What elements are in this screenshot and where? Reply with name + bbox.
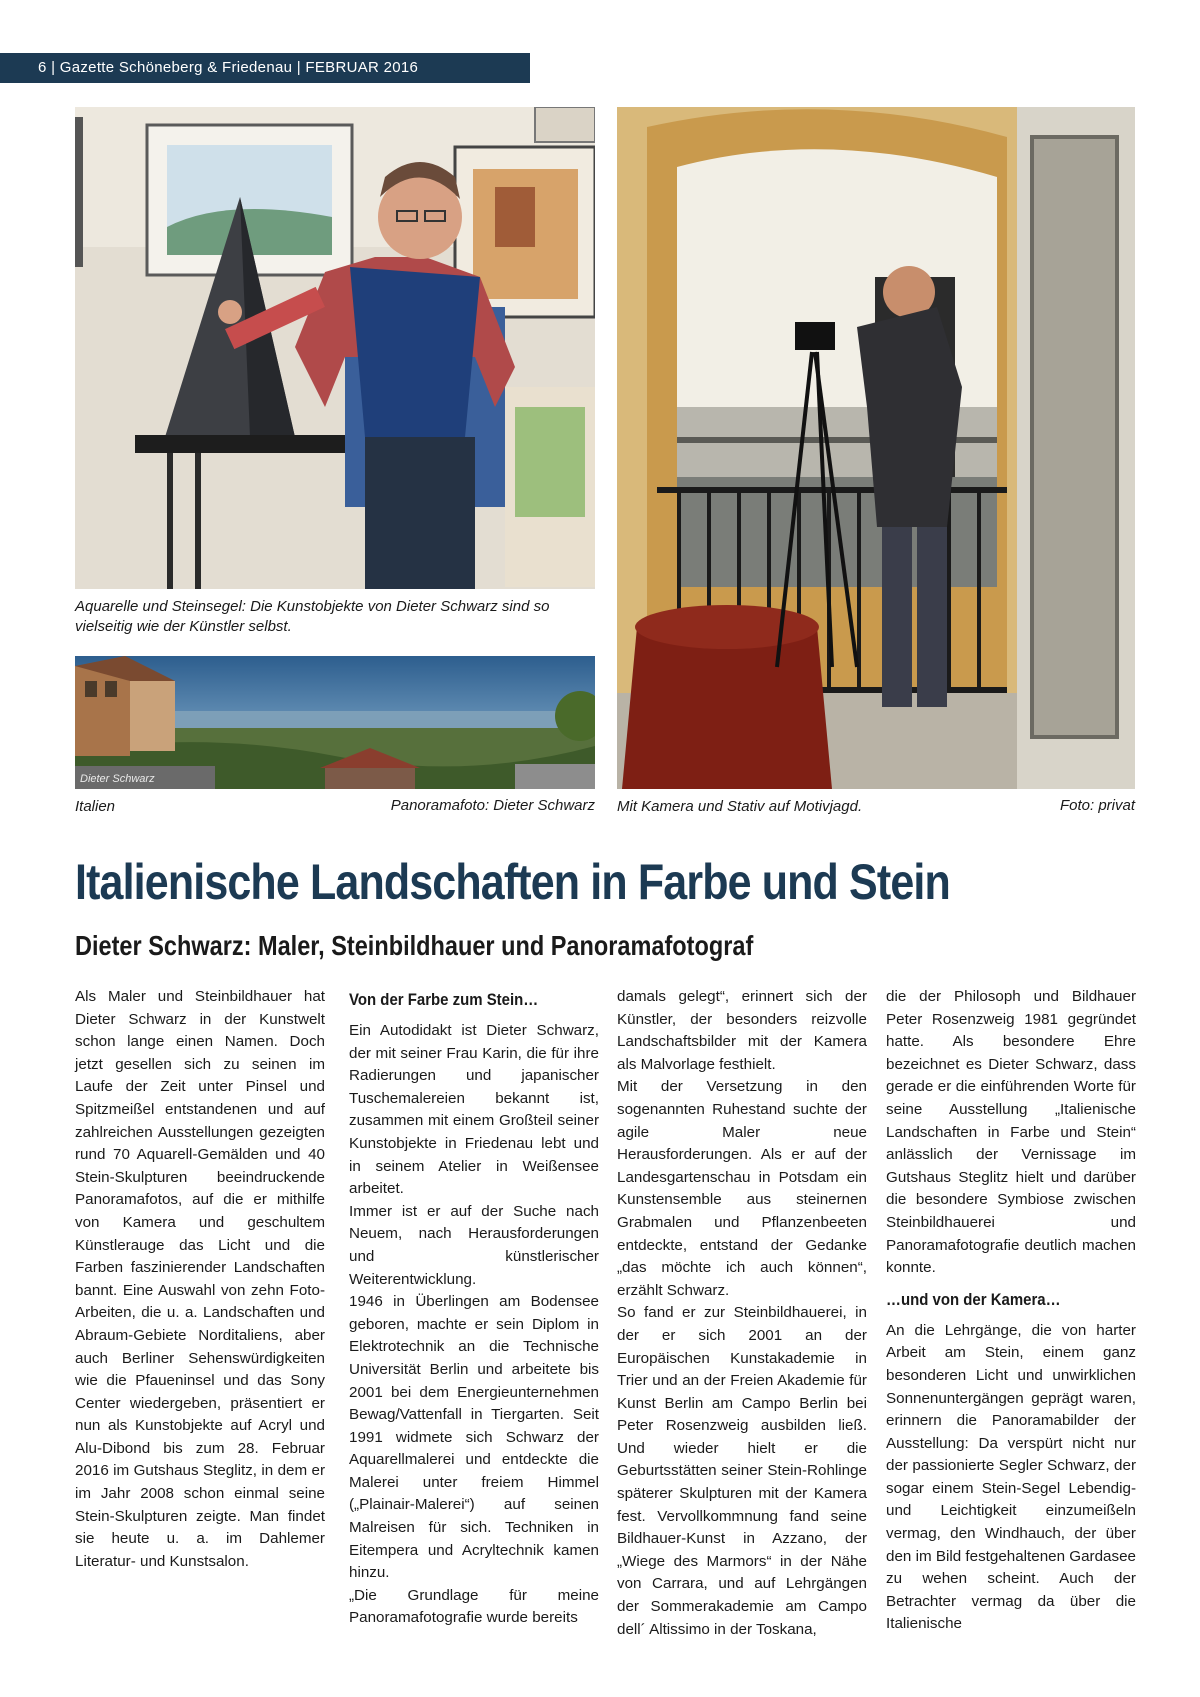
col2-paragraph-4: „Die Grundlage für meine Panoramafotografie wurde bereits <box>349 1586 599 1627</box>
col2-paragraph-1: Ein Autodidakt ist Dieter Schwarz, der mit seiner Frau Karin, die für ihre Radierungen und japanischer Tuschemalereien bekannt ist, zusammen mit einem Großteil seiner Kunstobjekte in Friedenau lebt und in seinem Atelier in Weißensee arbeitet. <box>349 1022 599 1198</box>
col2-paragraph-2: Immer ist er auf der Suche nach Neuem, nach Herausforderungen und künstlerischer Weiterentwicklung. <box>349 1202 599 1288</box>
text-column-1 <box>75 986 325 1573</box>
col3-paragraph-3: So fand er zur Steinbildhauerei, in der er sich 2001 an der Europäischen Kunstakademie in Trier und an der Freien Akademie für Kunst Berlin am Campo Berlin bei Peter Rosenzweig ausbilden ließ. Und wieder hielt er die Geburtsstätten seiner Stein-Rohlinge späterer Skulpturen mit der Kamera fest. Vervollkommnung fand seine Bildhauer-Kunst in Azzano, der „Wiege des Marmors“ in der Nähe von Carrara, und auf Lehrgängen der Sommerakademie am Campo dell´ Altissimo in der Toskana, <box>617 1304 867 1638</box>
panorama-credit: Panoramafoto: Dieter Schwarz <box>390 797 595 814</box>
article-headline: Italienische Landschaften in Farbe und Stein <box>75 854 950 910</box>
panorama-caption: Italien <box>75 798 116 815</box>
balcony-photo <box>617 107 1135 789</box>
balcony-caption: Mit Kamera und Stativ auf Motivjagd. <box>617 798 863 815</box>
text-column-3 <box>617 986 867 1641</box>
balcony-credit: Foto: privat <box>1059 797 1135 814</box>
artist-photo-caption: Aquarelle und Steinsegel: Die Kunstobjekte von Dieter Schwarz sind so vielseitig wie der Künstler selbst. <box>75 598 550 635</box>
panorama-watermark: Dieter Schwarz <box>80 773 155 785</box>
col2-paragraph-3: 1946 in Überlingen am Bodensee geboren, machte er sein Diplom in Elektrotechnik an die Technische Universität Berlin und arbeitete bis 2001 bei dem Energieunternehmen Bewag/Vattenfall in Tiergarten. Seit 1991 widmete sich Schwarz der Aquarellmalerei und entdeckte die Malerei unter freiem Himmel („Plainair-Malerei“) auf seinen Malreisen für sich. Techniken in Eitempera und Acryltechnik kamen hinzu. <box>349 1293 599 1582</box>
col4-paragraph-1: die der Philosoph und Bildhauer Peter Rosenzweig 1981 gegründet hatte. Als besondere Ehre bezeichnet es Dieter Schwarz, dass gerade er die einführenden Worte für seine Ausstellung „Italienische Landschaften in Farbe und Stein“ anlässlich der Vernissage im Gutshaus Steglitz hielt und darüber die besondere Symbiose zwischen Steinbildhauerei und Panoramafotografie deutlich machen konnte. <box>886 988 1136 1277</box>
col2-heading: Von der Farbe zum Stein… <box>349 990 539 1009</box>
text-column-2 <box>349 986 599 1630</box>
page-header: 6 | Gazette Schöneberg & Friedenau | FEBRUAR 2016 <box>0 53 530 83</box>
article-subheadline: Dieter Schwarz: Maler, Steinbildhauer und Panoramafotograf <box>75 930 754 961</box>
col3-paragraph-2: Mit der Versetzung in den sogenannten Ruhestand suchte der agile Maler neue Herausforderungen. Als er auf der Landesgartenschau in Potsdam ein Kunstensemble aus steinernen Grabmalen und Pflanzenbeeten entdeckte, entstand der Gedanke „das möchte ich auch können“, erzählt Schwarz. <box>617 1078 867 1299</box>
col1-paragraph: Als Maler und Steinbildhauer hat Dieter Schwarz in der Kunstwelt schon lange einen Namen. Doch jetzt gesellen sich zu seinen im Laufe der Zeit unter Pinsel und Spitzmeißel entstandenen und auf zahlreichen Ausstellungen gezeigten rund 70 Aquarell-Gemälden und 40 Stein-Skulpturen beeindruckende Panoramafotos, auf die er mithilfe von Kamera und geschultem Künstlerauge das Licht und die Farben faszinierender Landschaften bannt. Eine Auswahl von zehn Foto-Arbeiten, die u. a. Landschaften und Abraum-Gebiete Norditaliens, aber auch Berliner Sehenswürdigkeiten wie die Pfaueninsel und das Sony Center wiedergeben, präsentiert er nun als Kunstobjekte auf Acryl und Alu-Dibond bis zum 28. Februar 2016 im Gutshaus Steglitz, in dem er im Jahr 2008 schon einmal seine Stein-Skulpturen zeigte. Man findet sie heute u. a. im Dahlemer Literatur- und Kunstsalon. <box>75 988 325 1570</box>
col4-heading: …und von der Kamera… <box>886 1289 1061 1309</box>
panorama-photo <box>75 656 595 789</box>
col3-paragraph-1: damals gelegt“, erinnert sich der Künstler, der besonders reizvolle Landschaftsbilder mit der Kamera als Malvorlage festhielt. <box>617 988 867 1073</box>
col4-paragraph-2: An die Lehrgänge, die von harter Arbeit am Stein, einem ganz besonderen Licht und unwirklichen Sonnenuntergängen geprägt waren, erinnern die Panoramabilder der Ausstellung: Da verspürt nicht nur der passionierte Segler Schwarz, der sogar einem Stein-Segel Lebendig- und Leichtigkeit einzumeißeln vermag, den Windhauch, der über den im Bild festgehaltenen Gardasee zu wehen scheint. Auch der Betrachter vermag da über die Italienische <box>886 1321 1136 1633</box>
text-column-4 <box>886 986 1136 1636</box>
artist-photo <box>75 107 595 589</box>
